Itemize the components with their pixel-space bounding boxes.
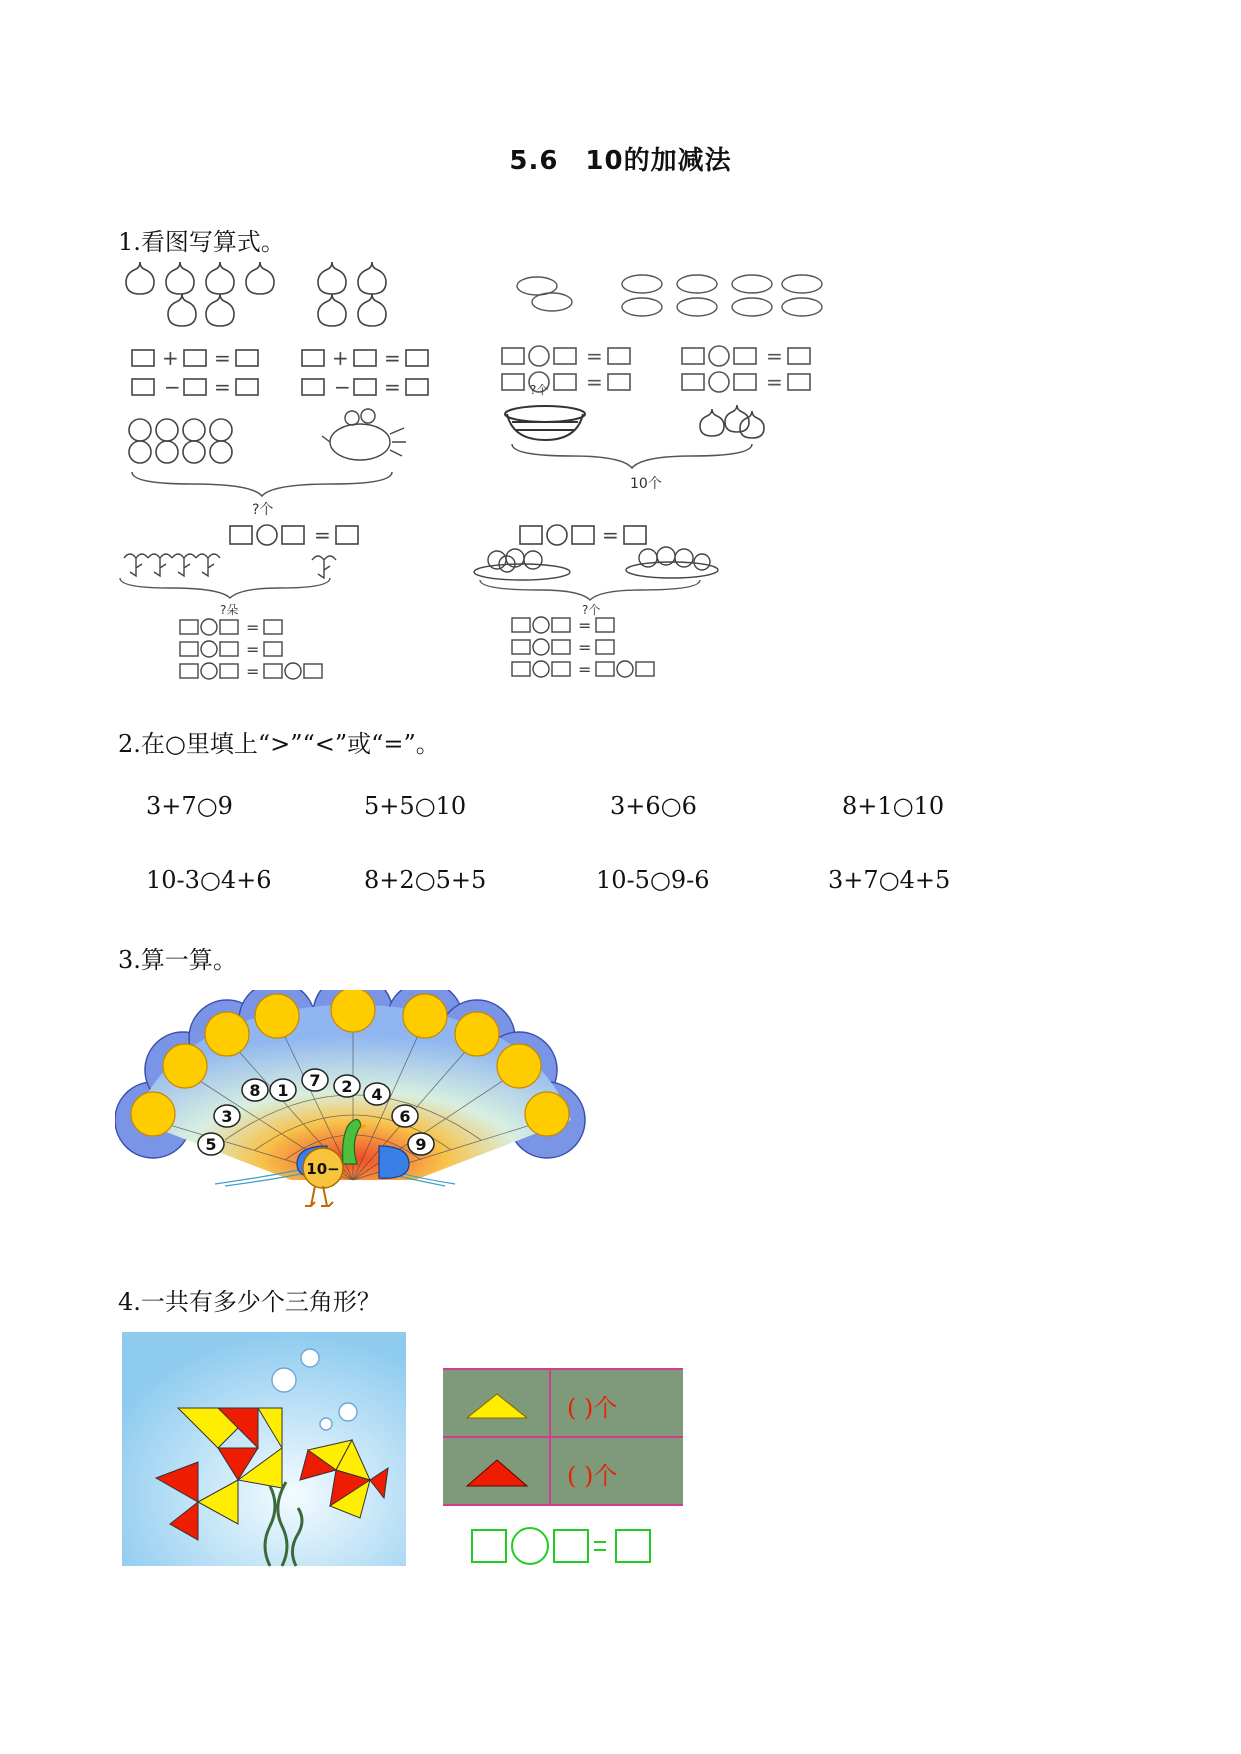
svg-text:=: = — [766, 370, 783, 394]
peacock-number: 1 — [277, 1081, 289, 1100]
svg-text:+: + — [162, 346, 179, 370]
answer-box[interactable] — [472, 1530, 506, 1562]
table-line — [443, 1368, 683, 1370]
bracket-label-flowers: ?朵 — [220, 603, 239, 617]
svg-text:+: + — [332, 346, 349, 370]
compare-item: 5+5○10 — [364, 792, 467, 820]
svg-text:=: = — [246, 640, 260, 659]
flower-group-icon — [124, 554, 336, 578]
compare-item: 8+2○5+5 — [364, 866, 487, 894]
table-line — [443, 1504, 683, 1506]
red-triangle-icon — [463, 1456, 533, 1496]
yellow-count-blank[interactable]: ( )个 — [567, 1394, 618, 1422]
svg-text:=: = — [602, 523, 619, 547]
question-2-label: 2.在○里填上“>”“<”或“=”。 — [118, 730, 440, 758]
answer-box[interactable] — [616, 1530, 650, 1562]
apple-plate-icon — [474, 547, 718, 580]
compare-item: 3+7○4+5 — [828, 866, 951, 894]
basket-equation — [520, 523, 646, 547]
hat-group-icon — [517, 275, 822, 316]
svg-text:=: = — [214, 375, 231, 399]
peacock-body-label: 10− — [306, 1160, 340, 1178]
pear-group-icon — [126, 262, 386, 326]
pear-trio-icon — [700, 405, 764, 438]
bracket-label-plates: ?个 — [582, 603, 601, 617]
basket-icon — [505, 406, 585, 440]
bracket-plates — [480, 580, 700, 600]
yellow-triangle-icon — [463, 1388, 533, 1428]
plate-equations — [512, 616, 654, 679]
compare-item: 8+1○10 — [842, 792, 945, 820]
table-line — [549, 1368, 551, 1506]
svg-text:=: = — [578, 660, 592, 679]
answer-equation — [470, 1524, 670, 1568]
question-1-label: 1.看图写算式。 — [118, 228, 285, 256]
svg-text:=: = — [586, 370, 603, 394]
apple-equation — [230, 523, 358, 547]
svg-text:=: = — [766, 344, 783, 368]
svg-text:=: = — [314, 523, 331, 547]
bracket-basket — [512, 444, 752, 468]
bracket-label-basket: 10个 — [630, 476, 662, 492]
svg-text:−: − — [334, 375, 351, 399]
answer-box[interactable] — [554, 1530, 588, 1562]
svg-text:=: = — [578, 616, 592, 635]
svg-text:=: = — [214, 346, 231, 370]
question-3-label: 3.算一算。 — [118, 946, 237, 974]
bracket-flowers — [120, 578, 330, 598]
peacock-number: 8 — [249, 1081, 261, 1100]
peacock-number: 5 — [205, 1135, 217, 1154]
svg-text:=: = — [586, 344, 603, 368]
question-1-pictures — [112, 262, 932, 682]
svg-text:=: = — [578, 638, 592, 657]
svg-text:=: = — [384, 375, 401, 399]
compare-item: 3+6○6 — [610, 792, 697, 820]
peacock-number: 3 — [221, 1107, 233, 1126]
peacock-figure — [115, 990, 595, 1230]
svg-text:=: = — [384, 346, 401, 370]
peacock-number: 7 — [309, 1071, 321, 1090]
triangle-fish-picture — [120, 1330, 410, 1570]
peacock-number: 6 — [399, 1107, 411, 1126]
bracket-label-apples: ?个 — [252, 502, 274, 518]
compare-item: 10-5○9-6 — [596, 866, 710, 894]
peacock-number: 9 — [415, 1135, 427, 1154]
page-title: 5.6 10的加减法 — [509, 146, 732, 176]
peacock-number: 4 — [371, 1085, 383, 1104]
compare-item: 10-3○4+6 — [146, 866, 272, 894]
svg-text:=: = — [246, 618, 260, 637]
red-count-blank[interactable]: ( )个 — [567, 1462, 618, 1490]
equals-sign — [594, 1542, 606, 1550]
bracket-apples — [132, 472, 392, 496]
hedgehog-icon — [322, 409, 406, 460]
peacock-number: 2 — [341, 1077, 353, 1096]
table-line — [443, 1436, 683, 1438]
svg-text:=: = — [246, 662, 260, 681]
apple-group-icon — [129, 419, 232, 463]
flower-equations — [180, 618, 322, 681]
svg-text:−: − — [164, 375, 181, 399]
basket-question: ?个 — [530, 383, 549, 397]
compare-item: 3+7○9 — [146, 792, 233, 820]
pear-equations — [132, 346, 428, 399]
answer-operator-circle[interactable] — [512, 1528, 548, 1564]
question-4-label: 4.一共有多少个三角形？ — [118, 1288, 381, 1316]
triangle-count-table — [443, 1368, 683, 1506]
water-background — [122, 1332, 406, 1566]
